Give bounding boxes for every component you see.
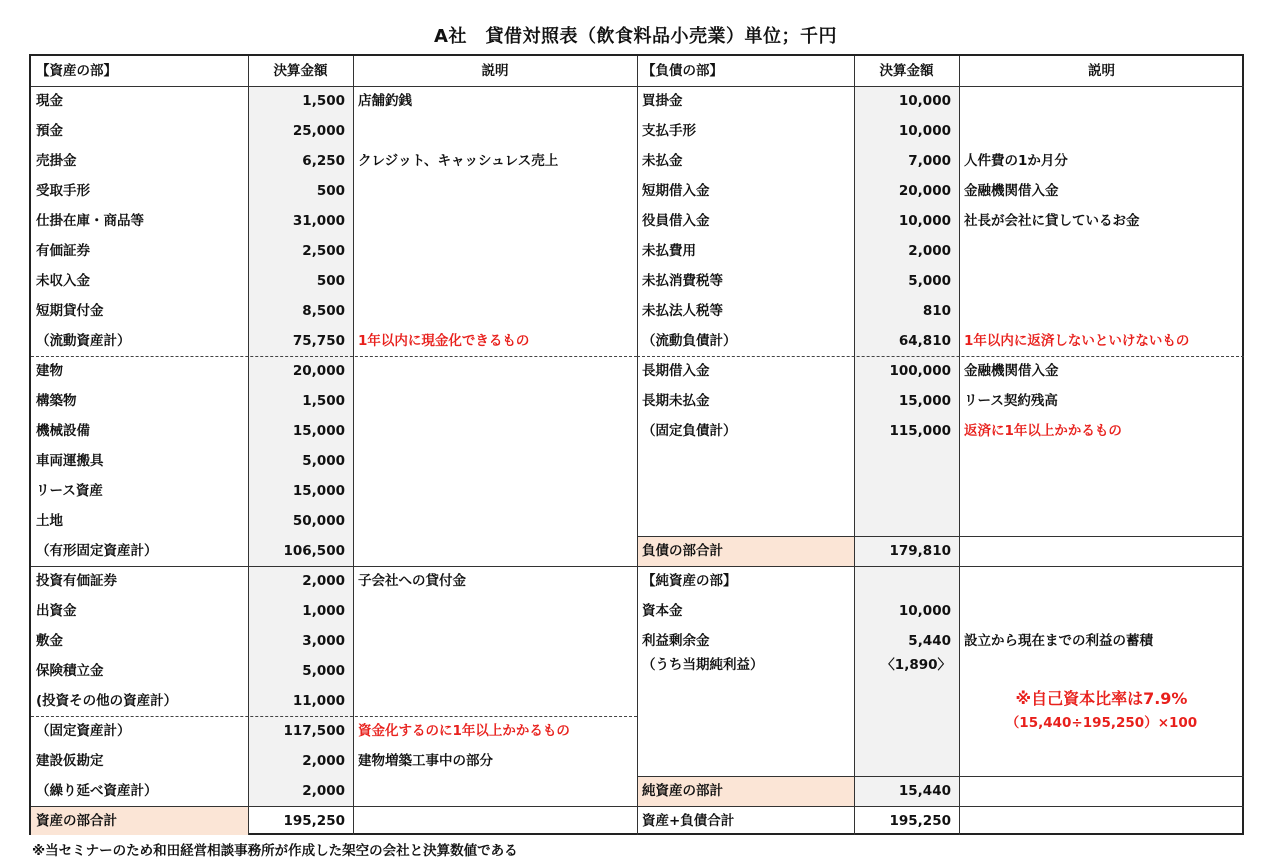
retained-earnings-amount: 5,440	[908, 633, 951, 649]
assets-row-amount: 25,000	[292, 123, 345, 139]
assets-row-label: 構築物	[36, 393, 77, 409]
assets-row-note: 資金化するのに1年以上かかるもの	[358, 723, 570, 739]
liabilities-row-label: 長期借入金	[642, 363, 710, 379]
assets-row-label: 投資有価証券	[36, 573, 117, 589]
assets-row-label: 建設仮勘定	[36, 753, 104, 769]
assets-row-label: 車両運搬具	[36, 453, 104, 469]
assets-row-label: 受取手形	[36, 183, 90, 199]
retained-earnings-label: 利益剰余金	[642, 633, 710, 649]
assets-row-amount: 1,000	[302, 603, 345, 619]
liabilities-row-label: （流動負債計）	[642, 333, 737, 349]
assets-row-label: (投資その他の資産計）	[36, 693, 178, 709]
net-income-amount: 〈1,890〉	[881, 657, 951, 673]
capital-amount: 10,000	[898, 603, 951, 619]
assets-row-label: 敷金	[36, 633, 63, 649]
net-income-label: （うち当期純利益）	[642, 657, 764, 673]
liabilities-row-note: 返済に1年以上かかるもの	[964, 423, 1122, 439]
assets-row-label: 短期貸付金	[36, 303, 104, 319]
header-liability-explanation: 説明	[1088, 63, 1115, 79]
assets-row-label: （繰り延べ資産計）	[36, 783, 158, 799]
assets-row-amount: 500	[316, 273, 345, 289]
liabilities-row-amount: 7,000	[908, 153, 951, 169]
liabilities-row-amount: 10,000	[898, 123, 951, 139]
assets-row-amount: 20,000	[292, 363, 345, 379]
assets-row-amount: 3,000	[302, 633, 345, 649]
liabilities-row-note: 1年以内に返済しないといけないもの	[964, 333, 1190, 349]
assets-row-label: 土地	[36, 513, 63, 529]
assets-row-note: クレジット、キャッシュレス売上	[358, 153, 559, 169]
liabilities-row-amount: 2,000	[908, 243, 951, 259]
assets-row-label: リース資産	[36, 483, 103, 499]
liabilities-row-label: 未払金	[642, 153, 683, 169]
assets-row-label: 資産の部合計	[36, 813, 117, 829]
liabilities-row-note: 金融機関借入金	[964, 363, 1059, 379]
assets-row-note: 1年以内に現金化できるもの	[358, 333, 530, 349]
equity-ratio-formula: （15,440÷195,250）×100	[1005, 715, 1198, 731]
liabilities-row-label: 役員借入金	[642, 213, 710, 229]
liabilities-row-amount: 115,000	[889, 423, 951, 439]
liabilities-row-label: 短期借入金	[642, 183, 710, 199]
liabilities-row-amount: 810	[922, 303, 951, 319]
liabilities-row-label: 未払消費税等	[642, 273, 723, 289]
equity-ratio-text: ※自己資本比率は7.9%	[1015, 689, 1188, 708]
assets-row-label: （固定資産計）	[36, 723, 131, 739]
assets-row-amount: 2,000	[302, 753, 345, 769]
assets-row-note: 子会社への貸付金	[358, 573, 466, 589]
assets-row-amount: 6,250	[302, 153, 345, 169]
capital-label: 資本金	[642, 603, 683, 619]
liabilities-row-amount: 20,000	[898, 183, 951, 199]
assets-row-amount: 117,500	[283, 723, 345, 739]
assets-row-amount: 5,000	[302, 453, 345, 469]
header-liability-amount: 決算金額	[879, 63, 934, 79]
assets-row-amount: 2,500	[302, 243, 345, 259]
assets-row-amount: 500	[316, 183, 345, 199]
liabilities-row-note: 社長が会社に貸しているお金	[964, 213, 1140, 229]
grand-total-label: 資産+負債合計	[642, 813, 735, 829]
assets-row-amount: 106,500	[283, 543, 345, 559]
liabilities-row-amount: 64,810	[898, 333, 951, 349]
assets-row-label: 現金	[36, 93, 63, 109]
assets-row-label: （流動資産計）	[36, 333, 131, 349]
assets-row-label: 売掛金	[36, 153, 77, 169]
liabilities-row-amount: 100,000	[889, 363, 951, 379]
assets-row-amount: 1,500	[302, 393, 345, 409]
assets-row-amount: 1,500	[302, 93, 345, 109]
liabilities-row-label: 長期未払金	[642, 393, 710, 409]
header-assets-section: 【資産の部】	[36, 63, 117, 79]
net-assets-total-label: 純資産の部計	[642, 783, 723, 799]
liabilities-row-amount: 10,000	[898, 213, 951, 229]
assets-row-amount: 15,000	[292, 423, 345, 439]
assets-row-amount: 50,000	[292, 513, 345, 529]
assets-row-label: 仕掛在庫・商品等	[36, 213, 144, 229]
assets-row-label: 預金	[36, 123, 63, 139]
header-asset-amount: 決算金額	[273, 63, 328, 79]
assets-row-amount: 31,000	[292, 213, 345, 229]
liabilities-row-note: リース契約残高	[964, 393, 1058, 409]
assets-row-amount: 11,000	[292, 693, 345, 709]
retained-earnings-note: 設立から現在までの利益の蓄積	[964, 633, 1153, 649]
liabilities-total-amount: 179,810	[889, 543, 951, 559]
header-asset-explanation: 説明	[481, 63, 509, 79]
assets-row-amount: 2,000	[302, 573, 345, 589]
liabilities-row-amount: 10,000	[898, 93, 951, 109]
assets-row-label: 保険積立金	[36, 663, 104, 679]
assets-row-amount: 15,000	[292, 483, 345, 499]
liabilities-row-amount: 15,000	[898, 393, 951, 409]
balance-sheet	[29, 54, 1244, 835]
assets-row-amount: 5,000	[302, 663, 345, 679]
net-assets-total-amount: 15,440	[898, 783, 951, 799]
footnote: ※当セミナーのため和田経営相談事務所が作成した架空の会社と決算数値である	[32, 843, 518, 859]
sheet-title: A社 貸借対照表（飲食料品小売業）単位；千円	[434, 26, 837, 47]
assets-row-label: 出資金	[36, 603, 77, 619]
assets-row-label: 機械設備	[36, 423, 90, 439]
liabilities-total-label: 負債の部合計	[642, 543, 723, 559]
liabilities-row-amount: 5,000	[908, 273, 951, 289]
liabilities-row-label: 未払法人税等	[642, 303, 723, 319]
assets-row-amount: 2,000	[302, 783, 345, 799]
assets-row-label: 有価証券	[36, 243, 90, 259]
liabilities-row-note: 金融機関借入金	[964, 183, 1059, 199]
liabilities-row-label: 未払費用	[642, 243, 696, 259]
assets-row-note: 店舗釣銭	[358, 93, 412, 109]
net-assets-section-label: 【純資産の部】	[642, 573, 737, 589]
liabilities-row-label: 支払手形	[642, 123, 696, 139]
liabilities-row-note: 人件費の1か月分	[964, 153, 1068, 169]
liabilities-row-label: 買掛金	[642, 93, 683, 109]
grand-total-amount: 195,250	[889, 813, 951, 829]
assets-row-label: 未収入金	[36, 273, 90, 289]
assets-row-amount: 8,500	[302, 303, 345, 319]
assets-row-amount: 195,250	[283, 813, 345, 829]
assets-row-note: 建物増築工事中の部分	[358, 753, 493, 769]
liabilities-row-label: （固定負債計）	[642, 423, 737, 439]
assets-row-label: （有形固定資産計）	[36, 543, 158, 559]
assets-row-label: 建物	[36, 363, 63, 379]
assets-row-amount: 75,750	[292, 333, 345, 349]
header-liabilities-section: 【負債の部】	[642, 63, 723, 79]
